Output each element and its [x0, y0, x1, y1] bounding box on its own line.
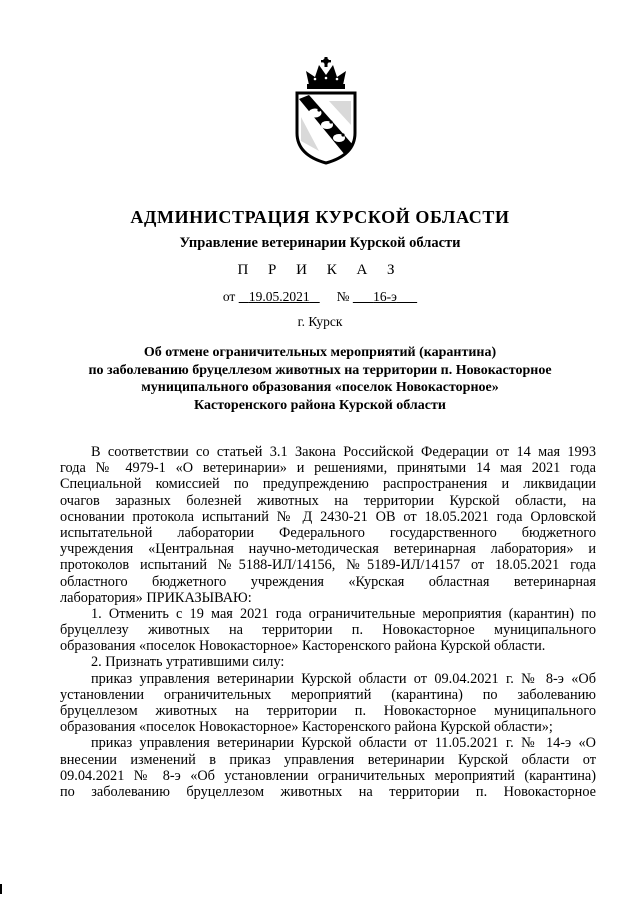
body-line: очагов заразных болезней животных на территории Курской области, на [60, 492, 596, 509]
body-line: испытательной лаборатории Федерального государственного бюджетного [60, 524, 596, 541]
body-line: 2. Признать утратившими силу: [91, 654, 285, 671]
order-heading: П Р И К А З [237, 262, 403, 278]
body-line: бруцеллезу животных на территории п. Новокасторное муниципального [60, 622, 596, 639]
body-line: по заболеванию бруцеллезом животных на территории п. Новокасторное [60, 783, 596, 800]
subject-line: по заболеванию бруцеллезом животных на территории п. Новокасторное [88, 362, 552, 378]
order-number: 16-э [373, 289, 397, 304]
subject-line: Касторенского района Курской области [194, 397, 446, 413]
order-number-underline [353, 289, 417, 304]
date-prefix: от [222, 289, 236, 304]
body-line: Специальной комиссией по предупреждению распространения и ликвидации [60, 476, 596, 493]
body-line: установлении ограничительных мероприятий (карантина) по заболеванию [60, 686, 596, 703]
order-subject [0, 344, 640, 414]
body-line: 1. Отменить с 19 мая 2021 года ограничительные мероприятия (карантин) по [91, 605, 596, 622]
subject-line: муниципального образования «поселок Новокасторное» [141, 380, 499, 395]
body-line: образования «поселок Новокасторное» Касторенского района Курской области. [60, 638, 546, 655]
body-line: областного бюджетного учреждения «Курская областная ветеринарная [60, 573, 596, 590]
order-body [60, 444, 596, 800]
order-date: 19.05.2021 [248, 289, 310, 304]
body-line: В соответствии со статьей 3.1 Закона Российской Федерации от 14 мая 1993 [91, 444, 596, 460]
body-line: образования «поселок Новокасторное» Касторенского района Курской области»; [60, 719, 553, 736]
city: г. Курск [297, 314, 343, 329]
body-line: учреждения «Центральная научно-методическая ветеринарная лаборатория» и [60, 541, 596, 558]
body-line: лаборатория» ПРИКАЗЫВАЮ: [60, 589, 252, 606]
subject-line: Об отмене ограничительных мероприятий (карантина) [143, 345, 497, 360]
body-line: основании протокола испытаний № Д 2430-21 ОВ от 18.05.2021 года Орловской [60, 508, 596, 525]
scan-edge-mark [0, 884, 2, 894]
body-line: бруцеллезом животных на территории п. Новокасторное муниципального [60, 703, 596, 719]
department-title: Управление ветеринарии Курской области [179, 235, 461, 251]
order-date-underline [239, 289, 320, 304]
body-line: приказ управления ветеринарии Курской области от 11.05.2021 г. № 14-э «О [91, 735, 596, 752]
body-line: 09.04.2021 № 8-э «Об установлении ограничительных мероприятий (карантина) [60, 767, 596, 784]
body-line: приказ управления ветеринарии Курской области от 09.04.2021 г. № 8-э «Об [91, 670, 596, 687]
body-line: года № 4979-1 «О ветеринарии» и решениями, принятыми 14 мая 2021 года [60, 460, 596, 477]
order-date-number-row [0, 289, 640, 305]
body-line: протоколов испытаний №5188-ИЛ/14156, №5189-ИЛ/14157 от 18.05.2021 года [60, 557, 596, 574]
number-prefix: № [336, 289, 350, 304]
agency-title: АДМИНИСТРАЦИЯ КУРСКОЙ ОБЛАСТИ [130, 207, 510, 227]
body-line: внесении изменений в приказ управления ветеринарии Курской области от [60, 751, 596, 768]
kursk-coat-of-arms-icon [289, 55, 363, 167]
